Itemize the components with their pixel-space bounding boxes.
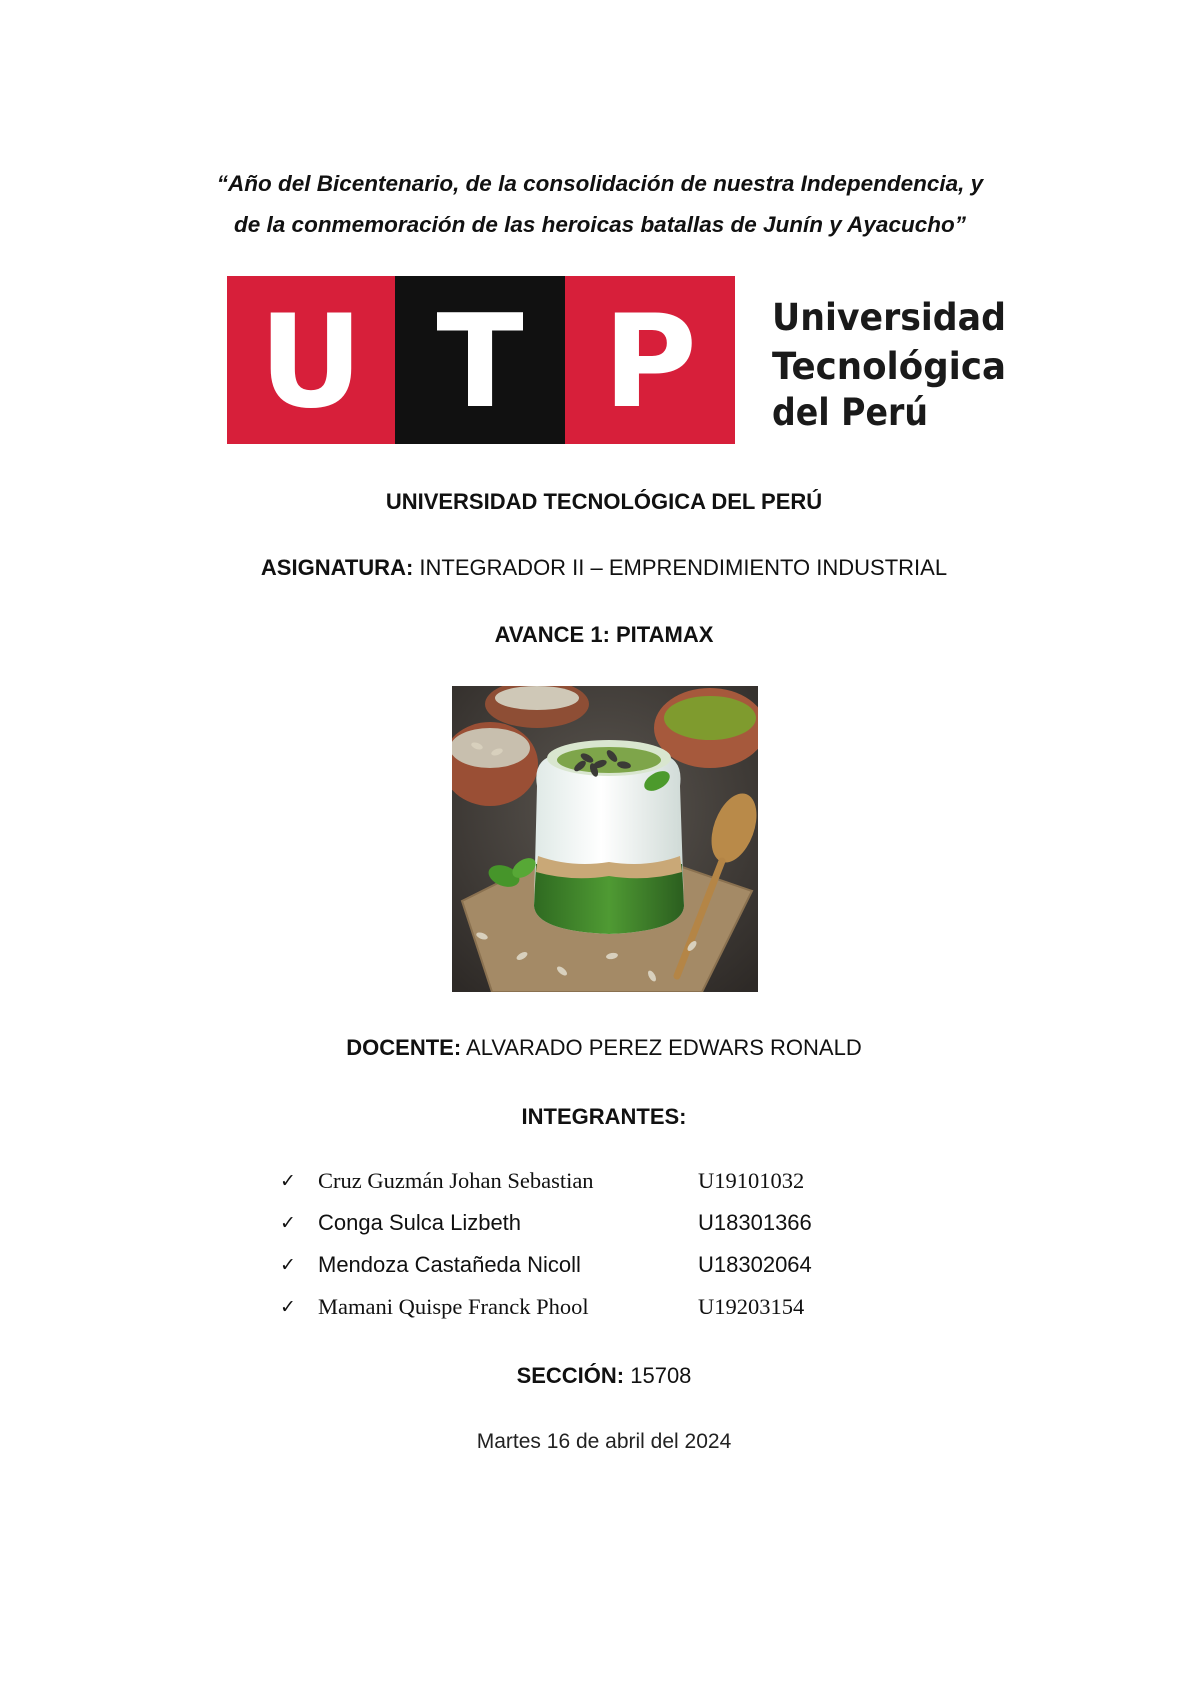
subject-value: INTEGRADOR II – EMPRENDIMIENTO INDUSTRIAL: [413, 555, 948, 580]
date-line: Martes 16 de abril del 2024: [476, 1430, 732, 1453]
list-item: [280, 1292, 900, 1334]
subject-line: [0, 555, 1200, 581]
list-item: [280, 1208, 900, 1250]
checkmark-icon: ✓: [280, 1170, 296, 1192]
checkmark-icon: ✓: [280, 1212, 296, 1234]
teacher-value: ALVARADO PEREZ EDWARS RONALD: [461, 1035, 862, 1060]
member-code: U19101032: [698, 1168, 805, 1193]
list-item: [280, 1250, 900, 1292]
advance-title: AVANCE 1: PITAMAX: [494, 622, 714, 647]
university-name: UNIVERSIDAD TECNOLÓGICA DEL PERÚ: [385, 489, 823, 514]
motto-line-2: de la conmemoración de las heroicas batallas de Junín y Ayacucho”: [234, 212, 966, 237]
checkmark-icon: ✓: [280, 1254, 296, 1276]
teacher-label: DOCENTE:: [346, 1035, 462, 1060]
list-item: [280, 1166, 900, 1208]
members-title: INTEGRANTES:: [521, 1104, 687, 1129]
subject-label: ASIGNATURA:: [260, 555, 414, 580]
member-name: Conga Sulca Lizbeth: [318, 1210, 522, 1235]
logo-letter-t: T: [436, 288, 524, 437]
members-list: [280, 1166, 900, 1334]
member-name: Mendoza Castañeda Nicoll: [318, 1252, 581, 1277]
section-label: SECCIÓN:: [516, 1363, 625, 1388]
member-code: U19203154: [698, 1294, 805, 1319]
member-code: U18301366: [698, 1210, 812, 1235]
section-line: [0, 1363, 1200, 1389]
motto-line-1: “Año del Bicentenario, de la consolidación de nuestra Independencia, y: [216, 171, 984, 196]
logo-letter-p: P: [603, 288, 697, 437]
yogurt-jar-photo: [452, 686, 758, 992]
logo-name-line-3: del Perú: [772, 391, 928, 434]
section-value: 15708: [624, 1363, 692, 1388]
utp-logo: [227, 276, 1023, 444]
member-code: U18302064: [698, 1252, 812, 1277]
logo-name-line-1: Universidad: [772, 296, 1006, 339]
member-name: Mamani Quispe Franck Phool: [318, 1294, 589, 1319]
logo-letter-u: U: [259, 288, 363, 437]
checkmark-icon: ✓: [280, 1296, 296, 1318]
teacher-line: [0, 1035, 1200, 1061]
motto: [100, 163, 1100, 245]
logo-name-line-2: Tecnológica: [772, 345, 1006, 388]
member-name: Cruz Guzmán Johan Sebastian: [318, 1168, 594, 1193]
